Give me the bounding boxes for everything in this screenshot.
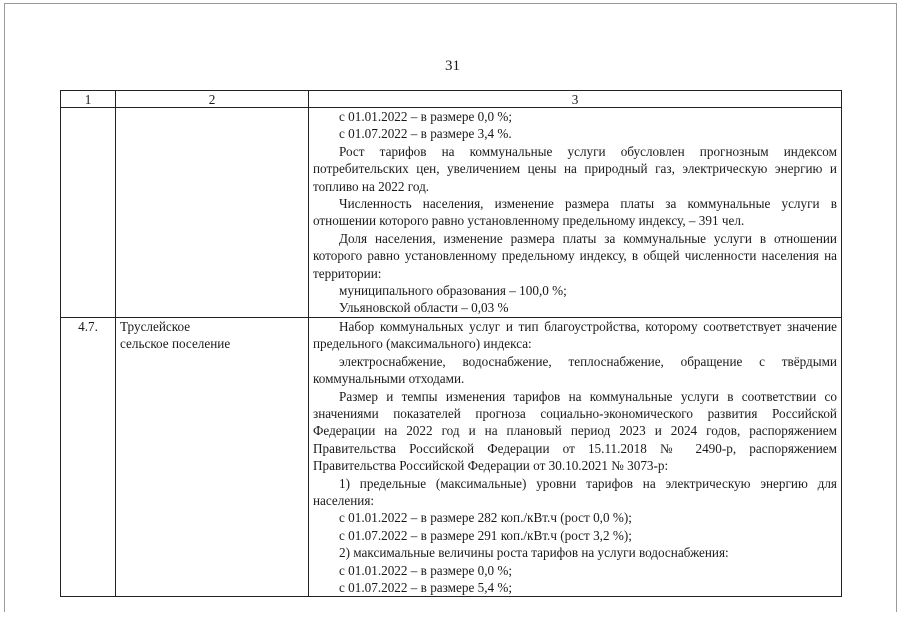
paragraph: с 01.01.2022 – в размере 0,0 %; [339, 109, 513, 124]
column-header-1: 1 [61, 91, 116, 108]
paragraph: с 01.07.2022 – в размере 5,4 %; [339, 579, 513, 595]
paragraph: 1) предельные (максимальные) уровни тарифов на электрическую энергию для населения: [313, 475, 837, 508]
paragraph: Размер и темпы изменения тарифов на коммунальные услуги в соответствии со значениями показателей прогноза социально-экономического развития Российской Федерации на 2022 год и на плановый период 2023 и 2024 годов, распоряжением Правительства Российской Федерации от 15.11.2018 № 2490-р, распоряжением Правительства Российской Федерации от 30.10.2021 № 3073-р: [313, 388, 837, 474]
paragraph: с 01.07.2022 – в размере 291 коп./кВт.ч (рост 3,2 %); [339, 527, 632, 543]
paragraph: Ульяновской области – 0,03 % [339, 300, 509, 316]
cell-description [309, 108, 842, 318]
tariff-table [60, 90, 842, 597]
settlement-name-line1: Труслейское [120, 318, 191, 334]
paragraph: Численность населения, изменение размера платы за коммунальные услуги в отношении которого равно установленному предельному индексу, – 391 чел. [313, 196, 837, 229]
paragraph: муниципального образования – 100,0 %; [339, 283, 567, 299]
cell-description [309, 317, 842, 597]
row-number: 4.7. [61, 317, 116, 597]
settlement-name [116, 317, 309, 597]
paragraph: Доля населения, изменение размера платы за коммунальные услуги в отношении которого равно установленному предельному индексу, в общей численности населения на территории: [313, 230, 837, 281]
table-row-4-7 [61, 317, 842, 597]
paragraph: 2) максимальные величины роста тарифов на услуги водоснабжения: [339, 545, 729, 561]
paragraph: с 01.01.2022 – в размере 282 коп./кВт.ч (рост 0,0 %); [339, 510, 632, 526]
paragraph: с 01.07.2022 – в размере 3,4 %. [339, 126, 512, 142]
paragraph: электроснабжение, водоснабжение, теплоснабжение, обращение с твёрдыми коммунальными отходами. [313, 353, 837, 387]
column-header-2: 2 [116, 91, 309, 108]
column-header-3: 3 [309, 91, 842, 108]
paragraph: с 01.01.2022 – в размере 0,0 %; [339, 562, 513, 578]
settlement-name-line2: сельское поселение [120, 336, 231, 352]
table-header-row [61, 91, 842, 108]
paragraph: Рост тарифов на коммунальные услуги обусловлен прогнозным индексом потребительских цен, увеличением цены на природный газ, электрическую энергию и топливо на 2022 год. [313, 143, 837, 194]
page-bottom-cutoff [0, 612, 905, 640]
page-number: 31 [445, 58, 460, 74]
cell-number-empty [61, 108, 116, 318]
paragraph: Набор коммунальных услуг и тип благоустройства, которому соответствует значение предельного (максимального) индекса: [313, 318, 837, 352]
table-row-continued [61, 108, 842, 318]
cell-name-empty [116, 108, 309, 318]
